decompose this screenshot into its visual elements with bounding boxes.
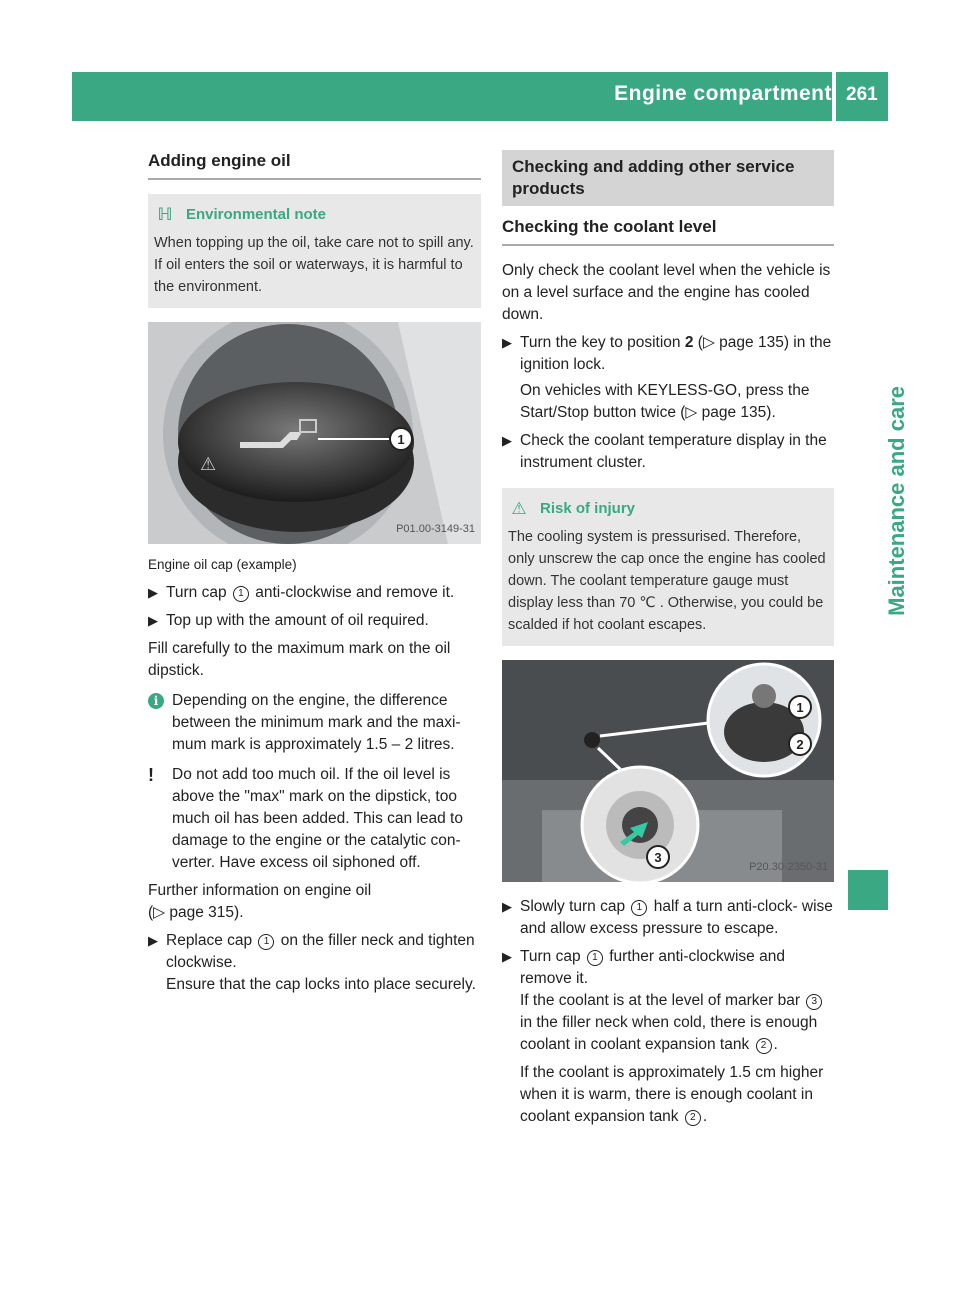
svg-text:⚠: ⚠ [200,454,217,474]
step-top-up: ▶ Top up with the amount of oil required. [148,610,481,632]
step-slowly-turn: ▶ Slowly turn cap 1 half a turn anti-clock- wise and allow excess pressure to escape. [502,896,834,940]
figure-code: P20.30-2350-31 [749,861,828,873]
note-text: The cooling system is pressurised. Therefore, only unscrew the cap once the engine has cooled down. The coolant temperature gauge must display less than 70 ℃ . Otherwise, you could be scalded if hot coolant escapes. [508,529,826,633]
coolant-tank-image [502,660,834,882]
paragraph-coolant-intro: Only check the coolant level when the vehicle is on a level surface and the engine has cooled down. [502,262,831,323]
page-number: 261 [846,84,878,105]
arrow-icon: ▶ [502,899,512,914]
exclamation-icon: ! [148,765,154,785]
arrow-icon: ▶ [502,949,512,964]
side-tab-marker [848,870,888,910]
arrow-icon: ▶ [148,585,158,600]
section-banner: Checking and adding other service products [502,150,834,206]
step-turn-further: ▶ Turn cap 1 further anti-clockwise and remove it. If the coolant is at the level of marker bar 3 in the filler neck when cold, there is enough coolant in coolant expansion tank 2 . If the coolant is approximately 1.5 cm higher when it is warm, there is enough coolant in coolant expansion tank 2 . [502,946,834,1128]
section-heading-coolant: Checking the coolant level [502,216,834,246]
leaf-icon: ℍ [157,205,173,224]
callout-1: 1 [796,700,804,715]
paragraph-fill-carefully: Fill carefully to the maximum mark on the oil dipstick. [148,640,451,679]
info-note: i Depending on the engine, the difference between the minimum mark and the maxi- mum mark is approximately 1.5 – 2 litres. [148,690,481,756]
marker-1: 1 [258,934,274,950]
left-column [148,150,481,996]
step-replace-cap: ▶ Replace cap 1 on the filler neck and tighten clockwise. Ensure that the cap locks into place securely. [148,930,481,996]
note-text: When topping up the oil, take care not to spill any. If oil enters the soil or waterways, it is harmful to the environment. [154,235,474,295]
right-column [502,150,834,1128]
note-title: Risk of injury [540,500,636,517]
arrow-icon: ▶ [502,335,512,350]
risk-of-injury-note [502,488,834,646]
note-title: Environmental note [186,206,327,223]
section-heading-adding-engine-oil: Adding engine oil [148,150,481,180]
oil-cap-illustration [148,322,481,544]
step-turn-key: ▶ Turn the key to position 2 (▷ page 135) in the ignition lock. On vehicles with KEYLESS-GO, press the Start/Stop button twice (▷ page 135). [502,332,834,424]
callout-2: 2 [796,737,804,752]
figure-code: P01.00-3149-31 [396,523,475,535]
coolant-illustration [502,660,834,882]
figure-caption: Engine oil cap (example) [148,557,297,572]
page-header-title: Engine compartment [614,82,832,105]
arrow-icon: ▶ [148,933,158,948]
side-section-label: Maintenance and care [884,386,909,616]
warning-note: ! Do not add too much oil. If the oil level is above the "max" mark on the dipstick, too much oil has been added. This can lead to damage to the engine or the catalytic con- verter. Have excess oil siphoned off. [148,764,481,874]
environmental-note [148,194,481,308]
arrow-icon: ▶ [148,613,158,628]
info-icon: i [148,693,164,709]
engine-oil-cap-image [148,322,481,544]
callout-1: 1 [397,432,405,447]
header-divider [832,72,836,121]
step-turn-cap: ▶ Turn cap 1 anti-clockwise and remove it. [148,582,481,604]
callout-3: 3 [654,850,662,865]
warning-triangle-icon: ⚠ [511,499,527,518]
paragraph-further-info: Further information on engine oil (▷ page 315). [148,882,372,921]
marker-1: 1 [233,586,249,602]
arrow-icon: ▶ [502,433,512,448]
step-check-temp: ▶ Check the coolant temperature display in the instrument cluster. [502,430,834,474]
